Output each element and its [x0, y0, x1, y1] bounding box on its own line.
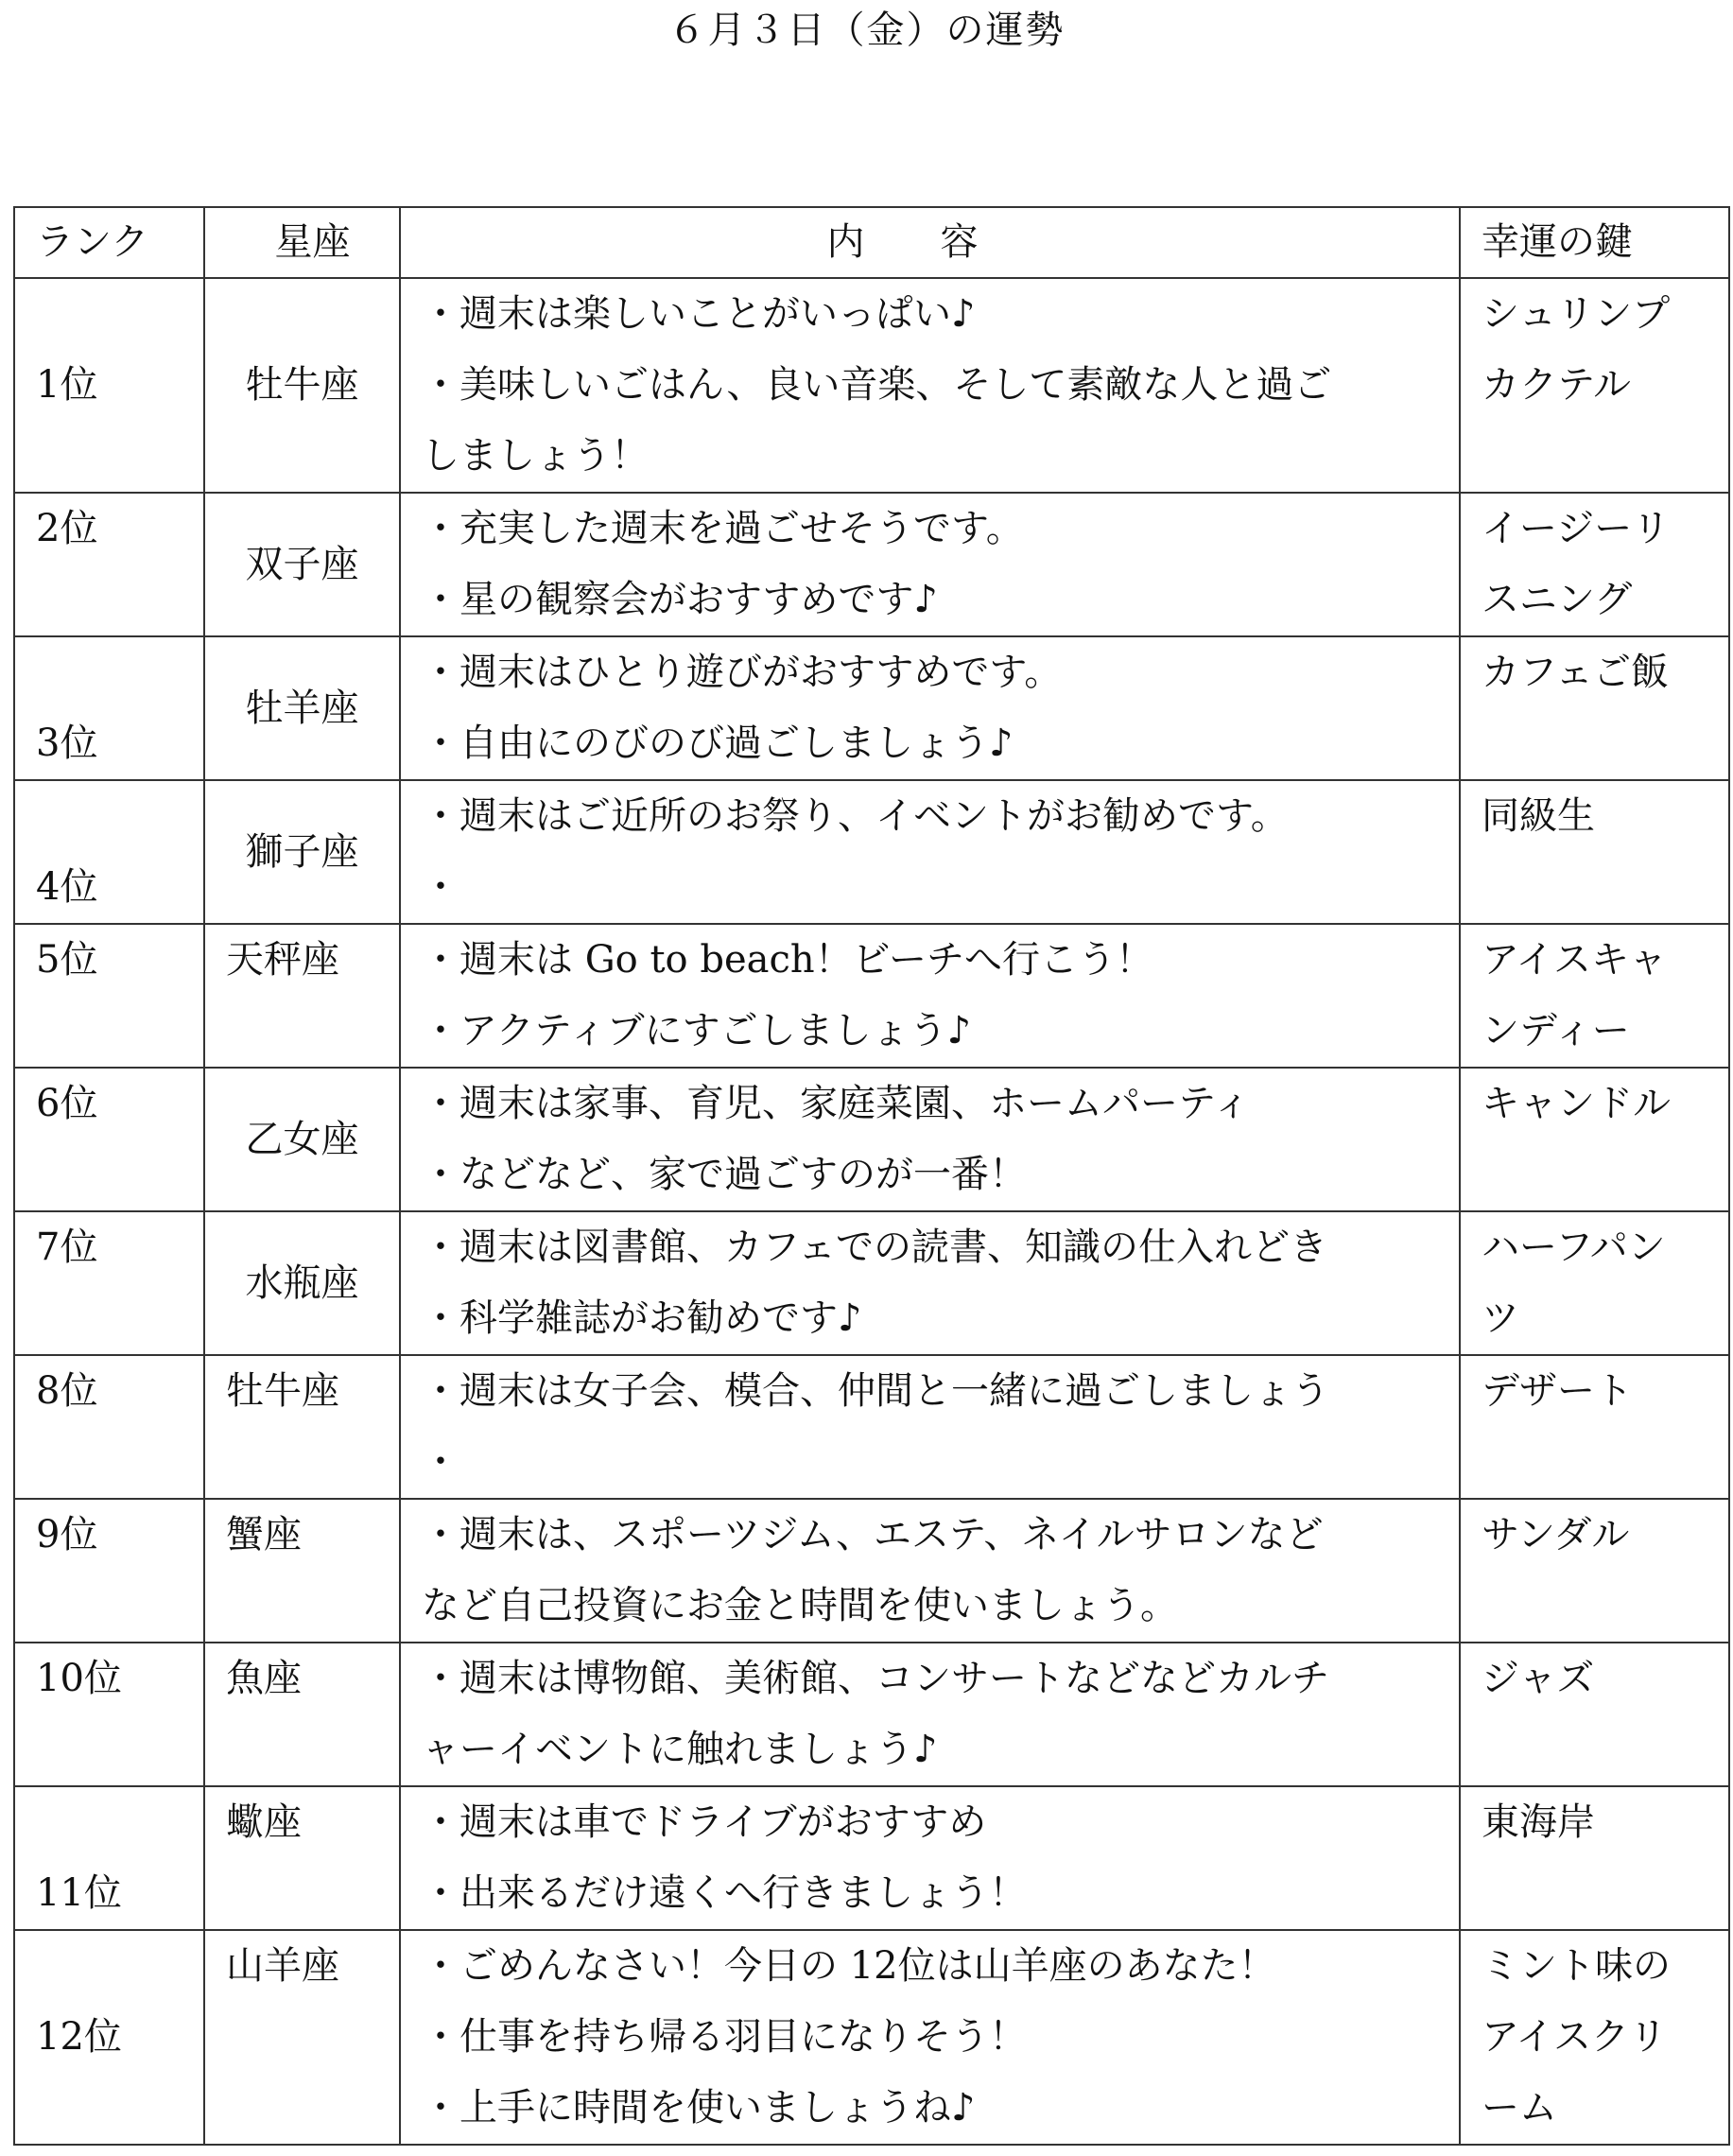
lucky-key-cell [1460, 1786, 1729, 1930]
header-rank: ランク [14, 207, 204, 278]
lucky-key-cell [1460, 924, 1729, 1068]
sign-cell: 蠍座 [204, 1786, 400, 1930]
content-cell [400, 1068, 1460, 1211]
content-cell [400, 1499, 1460, 1643]
rank-cell: 2位 [14, 493, 204, 636]
lucky-key-cell [1460, 1643, 1729, 1786]
content-cell [400, 924, 1460, 1068]
content-line: ・週末は博物館、美術館、コンサートなどなどカルチ [422, 1657, 1329, 1700]
lucky-key-line: ツ [1482, 1296, 1519, 1340]
lucky-key-line: ハーフパン [1482, 1226, 1666, 1269]
content-line: ・週末は図書館、カフェでの読書、知識の仕入れどき [422, 1226, 1327, 1269]
rank-cell: 10位 [14, 1643, 204, 1786]
sign-cell: 水瓶座 [204, 1211, 400, 1355]
content-cell [400, 1355, 1460, 1499]
content-line: ャーイベントに触れましょう♪ [422, 1728, 938, 1771]
sign-cell: 牡牛座 [204, 278, 400, 493]
lucky-key-line: デザート [1482, 1369, 1633, 1413]
sign-cell: 双子座 [204, 493, 400, 636]
content-cell [400, 780, 1460, 924]
lucky-key-line: シュリンプ [1482, 292, 1671, 336]
content-line: ・などなど、家で過ごすのが一番！ [422, 1153, 1027, 1196]
lucky-key-line: アイスキャ [1482, 938, 1667, 982]
content-cell [400, 1643, 1460, 1786]
content-line: ・週末は家事、育児、家庭菜園、ホームパーティ [422, 1082, 1251, 1125]
table-row [14, 1068, 1729, 1211]
lucky-key-line: ンディー [1482, 1009, 1630, 1052]
rank-cell: 8位 [14, 1355, 204, 1499]
content-line: ・出来るだけ遠くへ行きましょう！ [422, 1871, 1027, 1915]
rank-cell: 12位 [14, 1930, 204, 2145]
lucky-key-line: ミント味の [1482, 1944, 1671, 1988]
fortune-table [13, 206, 1730, 2146]
lucky-key-cell [1460, 780, 1729, 924]
lucky-key-line: 同級生 [1482, 794, 1595, 838]
table-row [14, 1643, 1729, 1786]
table-row [14, 493, 1729, 636]
content-cell [400, 636, 1460, 780]
table-row [14, 1930, 1729, 2145]
content-line: ・自由にのびのび過ごしましょう♪ [422, 722, 1014, 765]
content-line: ・美味しいごはん、良い音楽、そして素敵な人と過ご [422, 363, 1332, 407]
rank-cell: 7位 [14, 1211, 204, 1355]
sign-cell: 牡牛座 [204, 1355, 400, 1499]
lucky-key-cell [1460, 1499, 1729, 1643]
rank-cell: 11位 [14, 1786, 204, 1930]
content-line: ・アクティブにすごしましょう♪ [422, 1009, 972, 1052]
content-line: ・ [422, 865, 459, 909]
table-row [14, 1355, 1729, 1499]
lucky-key-line: スニング [1482, 578, 1633, 621]
lucky-key-line: ーム [1482, 2086, 1557, 2130]
content-line: ・週末は女子会、模合、仲間と一緒に過ごしましょう [422, 1369, 1329, 1413]
table-row [14, 1499, 1729, 1643]
lucky-key-line: アイスクリ [1482, 2015, 1667, 2059]
sign-cell: 蟹座 [204, 1499, 400, 1643]
content-cell [400, 1930, 1460, 2145]
content-line: ・上手に時間を使いましょうね♪ [422, 2086, 976, 2130]
lucky-key-line: カフェご飯 [1482, 651, 1669, 694]
sign-cell: 乙女座 [204, 1068, 400, 1211]
sign-cell: 山羊座 [204, 1930, 400, 2145]
content-line: ・週末は車でドライブがおすすめ [422, 1800, 987, 1844]
table-header-row [14, 207, 1729, 278]
lucky-key-cell [1460, 493, 1729, 636]
content-cell [400, 278, 1460, 493]
lucky-key-line: イージーリ [1482, 507, 1671, 550]
sign-cell: 魚座 [204, 1643, 400, 1786]
table-row [14, 780, 1729, 924]
content-cell [400, 493, 1460, 636]
lucky-key-cell [1460, 1930, 1729, 2145]
header-content: 内容 [400, 207, 1460, 278]
lucky-key-cell [1460, 1211, 1729, 1355]
content-line: ・週末は Go to beach！ビーチへ行こう！ [422, 938, 1154, 982]
content-line: ・週末はご近所のお祭り、イベントがお勧めです。 [422, 794, 1289, 838]
table-row [14, 1211, 1729, 1355]
lucky-key-cell [1460, 1068, 1729, 1211]
lucky-key-line: キャンドル [1482, 1082, 1671, 1125]
lucky-key-line: ジャズ [1482, 1657, 1595, 1700]
content-line: ・科学雑誌がお勧めです♪ [422, 1296, 862, 1340]
lucky-key-line: 東海岸 [1482, 1800, 1595, 1844]
lucky-key-cell [1460, 278, 1729, 493]
content-line: ・週末は、スポーツジム、エステ、ネイルサロンなど [422, 1513, 1324, 1556]
content-line: ・星の観察会がおすすめです♪ [422, 578, 938, 621]
content-line: ・週末はひとり遊びがおすすめです。 [422, 651, 1063, 694]
header-sign: 星座 [204, 207, 400, 278]
content-line: ・充実した週末を過ごせそうです。 [422, 507, 1024, 550]
content-line: ・仕事を持ち帰る羽目になりそう！ [422, 2015, 1027, 2059]
lucky-key-line: サンダル [1482, 1513, 1630, 1556]
sign-cell: 天秤座 [204, 924, 400, 1068]
rank-cell: 9位 [14, 1499, 204, 1643]
table-row [14, 278, 1729, 493]
content-line: ・ごめんなさい！今日の 12位は山羊座のあなた！ [422, 1944, 1276, 1988]
lucky-key-line: カクテル [1482, 363, 1631, 407]
header-lucky-key: 幸運の鍵 [1460, 207, 1729, 278]
lucky-key-cell [1460, 1355, 1729, 1499]
content-line: ・ [422, 1440, 459, 1484]
rank-cell: 4位 [14, 780, 204, 924]
table-row [14, 924, 1729, 1068]
page-title: ６月３日（金）の運勢 [667, 9, 1066, 52]
content-cell [400, 1786, 1460, 1930]
lucky-key-cell [1460, 636, 1729, 780]
table-row [14, 636, 1729, 780]
sign-cell: 獅子座 [204, 780, 400, 924]
content-cell [400, 1211, 1460, 1355]
content-line: など自己投資にお金と時間を使いましょう。 [422, 1584, 1178, 1627]
content-line: しましょう！ [422, 434, 649, 478]
rank-cell: 1位 [14, 278, 204, 493]
table-row [14, 1786, 1729, 1930]
sign-cell: 牡羊座 [204, 636, 400, 780]
rank-cell: 5位 [14, 924, 204, 1068]
content-line: ・週末は楽しいことがいっぱい♪ [422, 292, 976, 336]
rank-cell: 3位 [14, 636, 204, 780]
rank-cell: 6位 [14, 1068, 204, 1211]
